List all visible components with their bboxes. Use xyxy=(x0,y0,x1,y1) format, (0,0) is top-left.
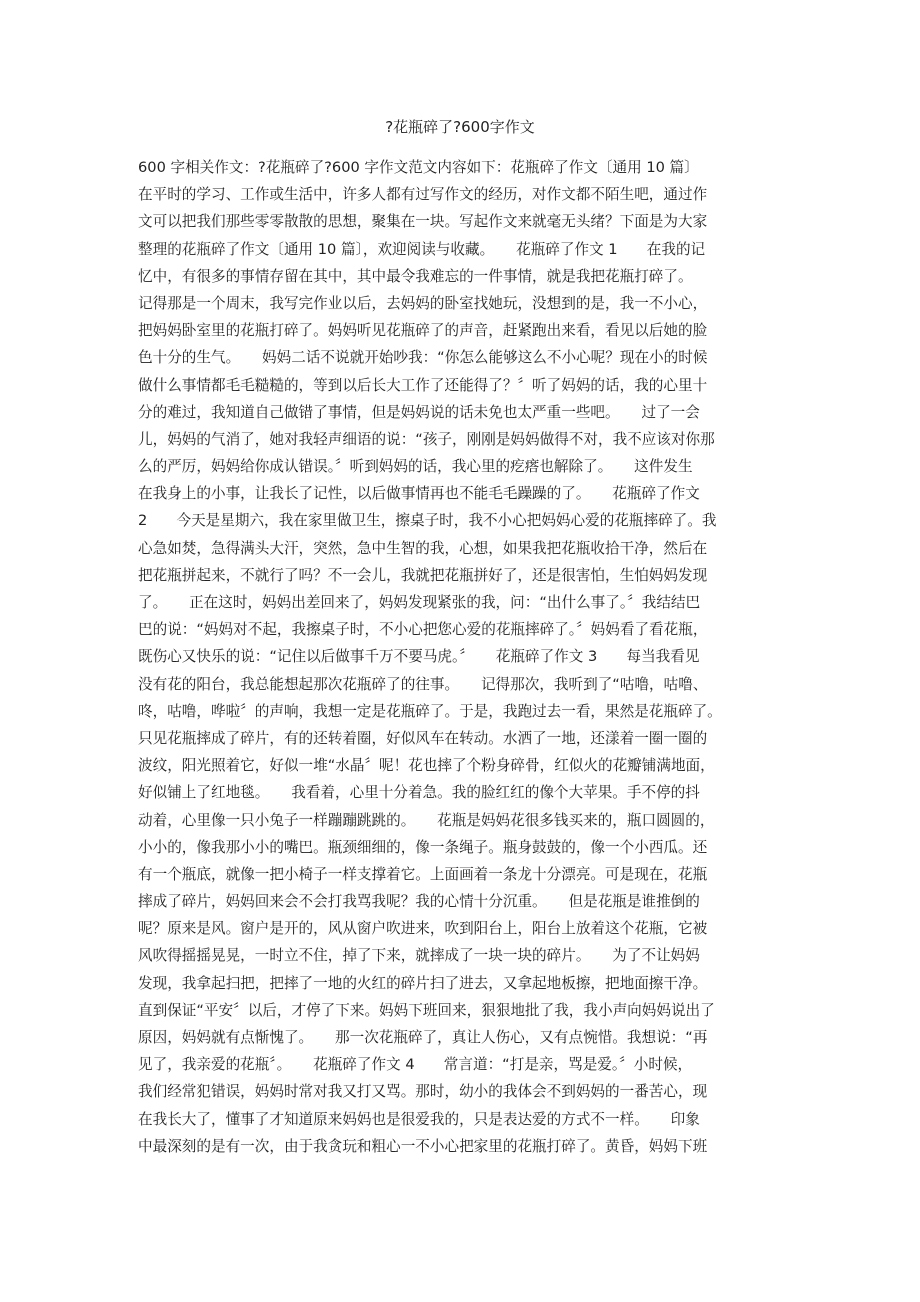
text-line: 我们经常犯错误，妈妈时常对我又打又骂。那时，幼小的我体会不到妈妈的一番苦心，现 xyxy=(138,1083,708,1101)
text-line: 么的严厉，妈妈给你成认错误。〞听到妈妈的话，我心里的疙瘩也解除了。 这件发生 xyxy=(138,458,693,476)
text-line: 600 字相关作文：?花瓶碎了?600 字作文范文内容如下：花瓶碎了作文〔通用 10 篇〕 xyxy=(138,159,699,176)
text-line: 记得那是一个周末，我写完作业以后，去妈妈的卧室找她玩，没想到的是，我一不小心， xyxy=(138,294,708,312)
text-line: 波纹，阳光照着它，好似一堆“水晶〞呢！花也摔了个粉身碎骨，红似火的花瓣铺满地面， xyxy=(138,757,715,775)
text-line: 见了，我亲爱的花瓶〞。 花瓶碎了作文 4 常言道：“打是亲，骂是爱。〞小时候， xyxy=(138,1056,693,1074)
text-line: 忆中，有很多的事情存留在其中，其中最令我难忘的一件事情，就是我把花瓶打碎了。 xyxy=(138,267,693,285)
text-line: 把妈妈卧室里的花瓶打碎了。妈妈听见花瓶碎了的声音，赶紧跑出来看，看见以后她的脸 xyxy=(138,322,708,340)
text-line: 色十分的生气。 妈妈二话不说就开始吵我：“你怎么能够这么不小心呢？现在小的时候 xyxy=(138,349,708,367)
text-line: 在我身上的小事，让我长了记性，以后做事情再也不能毛毛躁躁的了。 花瓶碎了作文 xyxy=(138,485,700,503)
text-line: 心急如焚，急得满头大汗，突然，急中生智的我，心想，如果我把花瓶收拾干净，然后在 xyxy=(138,539,708,557)
essay-body xyxy=(138,154,783,1160)
text-line: 呢？原来是风。窗户是开的，风从窗户吹进来，吹到阳台上，阳台上放着这个花瓶，它被 xyxy=(138,920,708,938)
text-line: 发现，我拿起扫把，把摔了一地的火红的碎片扫了进去，又拿起地板擦，把地面擦干净。 xyxy=(138,974,708,992)
text-line: 咚，咕噜，哗啦〞的声响，我想一定是花瓶碎了。于是，我跑过去一看，果然是花瓶碎了。 xyxy=(138,702,722,720)
text-line: 2 今天是星期六，我在家里做卫生，擦桌子时，我不小心把妈妈心爱的花瓶摔碎了。我 xyxy=(138,512,717,530)
text-line: 既伤心又快乐的说：“记住以后做事千万不要马虎。〞 花瓶碎了作文 3 每当我看见 xyxy=(138,648,700,666)
text-line: 原因，妈妈就有点惭愧了。 那一次花瓶碎了，真让人伤心，又有点惋惜。我想说：“再 xyxy=(138,1029,708,1046)
text-line: 儿，妈妈的气消了，她对我轻声细语的说：“孩子，刚刚是妈妈做得不对，我不应该对你那 xyxy=(138,430,715,448)
text-line: 没有花的阳台，我总能想起那次花瓶碎了的往事。 记得那次，我听到了“咕噜，咕噜、 xyxy=(138,675,708,693)
text-line: 摔成了碎片，妈妈回来会不会打我骂我呢？我的心情十分沉重。 但是花瓶是谁推倒的 xyxy=(138,893,700,911)
text-line: 了。 正在这时，妈妈出差回来了，妈妈发现紧张的我，问：“出什么事了。〞我结结巴 xyxy=(138,594,701,611)
text-line: 好似铺上了红地毯。 我看着，心里十分着急。我的脸红红的像个大苹果。手不停的抖 xyxy=(138,784,700,802)
text-line: 把花瓶拼起来，不就行了吗？不一会儿，我就把花瓶拼好了，还是很害怕，生怕妈妈发现 xyxy=(138,566,708,584)
text-line: 只见花瓶摔成了碎片，有的还转着圈，好似风车在转动。水洒了一地，还漾着一圈一圈的 xyxy=(138,729,708,747)
text-line: 在平时的学习、工作或生活中，许多人都有过写作文的经历，对作文都不陌生吧，通过作 xyxy=(138,186,708,204)
text-line: 风吹得摇摇晃晃，一时立不住，掉了下来，就摔成了一块一块的碎片。 为了不让妈妈 xyxy=(138,947,700,965)
text-line: 小小的，像我那小小的嘴巴。瓶颈细细的，像一条绳子。瓶身鼓鼓的，像一个小西瓜。还 xyxy=(138,838,708,856)
text-line: 中最深刻的是有一次，由于我贪玩和粗心一不小心把家里的花瓶打碎了。黄昏，妈妈下班 xyxy=(138,1137,708,1155)
text-line: 有一个瓶底，就像一把小椅子一样支撑着它。上面画着一条龙十分漂亮。可是现在，花瓶 xyxy=(138,865,708,883)
text-line: 做什么事情都毛毛糙糙的，等到以后长大工作了还能得了？〞听了妈妈的话，我的心里十 xyxy=(138,376,708,394)
text-line: 在我长大了，懂事了才知道原来妈妈也是很爱我的，只是表达爱的方式不一样。 印象 xyxy=(138,1110,700,1128)
text-line: 直到保证“平安〞以后，才停了下来。妈妈下班回来，狠狠地批了我，我小声向妈妈说出了 xyxy=(138,1001,715,1019)
text-line: 动着，心里像一只小兔子一样蹦蹦跳跳的。 花瓶是妈妈花很多钱买来的，瓶口圆圆的， xyxy=(138,811,715,829)
text-line: 巴的说：“妈妈对不起，我擦桌子时，不小心把您心爱的花瓶摔碎了。〞妈妈看了看花瓶， xyxy=(138,621,708,639)
text-line: 文可以把我们那些零零散散的思想，聚集在一块。写起作文来就毫无头绪？下面是为大家 xyxy=(138,213,708,231)
page-title: ?花瓶碎了?600字作文 xyxy=(385,118,535,136)
text-line: 整理的花瓶碎了作文〔通用 10 篇〕，欢迎阅读与收藏。 花瓶碎了作文 1 在我的记 xyxy=(138,240,706,258)
text-line: 分的难过，我知道自己做错了事情，但是妈妈说的话未免也太严重一些吧。 过了一会 xyxy=(138,403,700,421)
